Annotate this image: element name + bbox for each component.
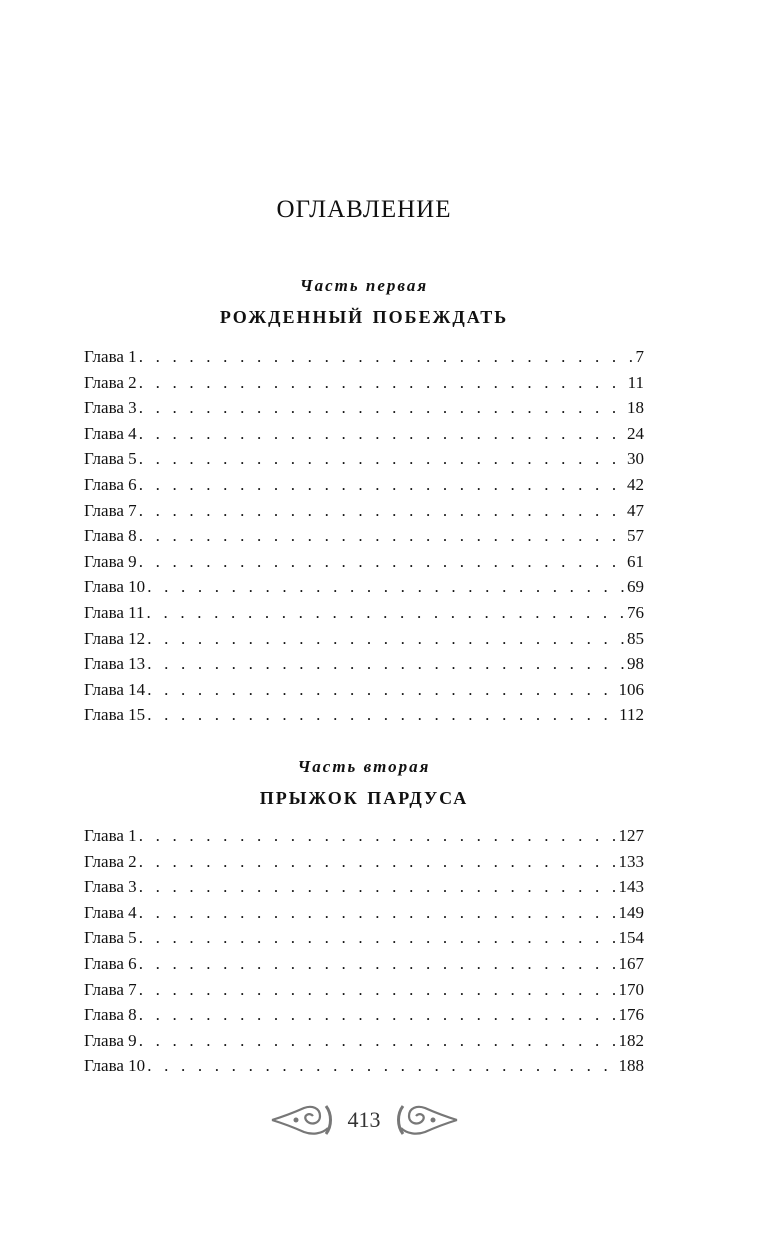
chapter-label: Глава 7 (84, 500, 137, 520)
toc-entry (84, 472, 644, 498)
dot-leader (139, 344, 634, 370)
dot-leader (139, 523, 625, 549)
dot-leader (139, 925, 617, 951)
chapter-label: Глава 5 (84, 449, 137, 469)
left-flourish-ornament-icon (270, 1100, 340, 1140)
dot-leader (139, 977, 617, 1003)
chapter-page-number: 112 (619, 705, 644, 725)
chapter-label: Глава 15 (84, 705, 146, 725)
page-footer (264, 1098, 464, 1142)
dot-leader (147, 651, 625, 677)
toc-entry (84, 1002, 644, 1028)
chapter-page-number: 167 (618, 953, 644, 973)
toc-entry (84, 702, 644, 728)
chapter-label: Глава 2 (84, 851, 137, 871)
toc-part-1 (84, 344, 644, 728)
toc-entry (84, 421, 644, 447)
toc-entry (84, 900, 644, 926)
chapter-page-number: 24 (627, 423, 644, 443)
dot-leader (139, 498, 625, 524)
chapter-label: Глава 9 (84, 551, 137, 571)
chapter-label: Глава 8 (84, 526, 137, 546)
chapter-label: Глава 3 (84, 877, 137, 897)
toc-entry (84, 677, 644, 703)
dot-leader (139, 446, 625, 472)
toc-entry (84, 574, 644, 600)
dot-leader (147, 600, 625, 626)
toc-entry (84, 549, 644, 575)
chapter-page-number: 69 (627, 577, 644, 597)
chapter-label: Глава 3 (84, 398, 137, 418)
chapter-label: Глава 8 (84, 1005, 137, 1025)
chapter-page-number: 143 (618, 877, 644, 897)
dot-leader (139, 900, 617, 926)
toc-entry (84, 1053, 644, 1079)
chapter-label: Глава 13 (84, 654, 146, 674)
toc-entry (84, 951, 644, 977)
dot-leader (139, 1028, 617, 1054)
chapter-page-number: 154 (618, 928, 644, 948)
chapter-page-number: 98 (627, 654, 644, 674)
chapter-label: Глава 12 (84, 628, 146, 648)
part-1-title: рожденный побеждать (219, 300, 509, 329)
chapter-label: Глава 4 (84, 902, 137, 922)
toc-entry (84, 626, 644, 652)
chapter-label: Глава 6 (84, 953, 137, 973)
page-title: ОГЛАВЛЕНИЕ (276, 196, 452, 223)
dot-leader (147, 574, 625, 600)
toc-entry (84, 523, 644, 549)
chapter-label: Глава 7 (84, 979, 137, 999)
chapter-page-number: 182 (618, 1030, 644, 1050)
chapter-page-number: 57 (627, 526, 644, 546)
part-2-title: прыжок пардуса (259, 781, 469, 810)
chapter-page-number: 188 (618, 1056, 644, 1076)
chapter-page-number: 11 (627, 372, 644, 392)
part-1-label: Часть первая (299, 276, 429, 295)
toc-entry (84, 977, 644, 1003)
toc-entry (84, 498, 644, 524)
dot-leader (139, 823, 617, 849)
toc-entry (84, 446, 644, 472)
chapter-page-number: 30 (627, 449, 644, 469)
chapter-page-number: 47 (627, 500, 644, 520)
toc-part-2 (84, 823, 644, 1079)
chapter-label: Глава 10 (84, 577, 146, 597)
chapter-label: Глава 1 (84, 826, 137, 845)
dot-leader (139, 421, 625, 447)
chapter-label: Глава 14 (84, 679, 146, 699)
toc-entry (84, 874, 644, 900)
dot-leader (147, 702, 617, 728)
toc-entry (84, 651, 644, 677)
chapter-page-number: 42 (627, 474, 644, 494)
chapter-label: Глава 6 (84, 474, 137, 494)
dot-leader (147, 626, 625, 652)
dot-leader (139, 951, 617, 977)
chapter-label: Глава 5 (84, 928, 137, 948)
toc-entry (84, 849, 644, 875)
right-flourish-ornament-icon (389, 1100, 459, 1140)
dot-leader (139, 549, 625, 575)
chapter-page-number: 176 (618, 1005, 644, 1025)
chapter-page-number: 76 (627, 602, 644, 622)
chapter-page-number: 170 (618, 979, 644, 999)
dot-leader (139, 370, 626, 396)
chapter-page-number: 106 (618, 679, 644, 699)
toc-entry (84, 600, 644, 626)
chapter-page-number: 133 (618, 851, 644, 871)
chapter-label: Глава 10 (84, 1056, 146, 1076)
toc-entry (84, 344, 644, 370)
chapter-page-number: 85 (627, 628, 644, 648)
toc-entry (84, 823, 644, 849)
toc-entry (84, 370, 644, 396)
dot-leader (139, 395, 625, 421)
dot-leader (139, 1002, 617, 1028)
chapter-label: Глава 11 (84, 602, 145, 622)
dot-leader (139, 874, 617, 900)
chapter-label: Глава 1 (84, 347, 137, 366)
page-number: 413 (347, 1107, 381, 1132)
part-2-label: Часть вторая (297, 757, 431, 776)
chapter-label: Глава 9 (84, 1030, 137, 1050)
dot-leader (139, 849, 617, 875)
toc-entry (84, 925, 644, 951)
chapter-page-number: 7 (635, 347, 644, 366)
chapter-page-number: 127 (618, 826, 644, 845)
chapter-label: Глава 4 (84, 423, 137, 443)
chapter-page-number: 149 (618, 902, 644, 922)
chapter-page-number: 61 (627, 551, 644, 571)
dot-leader (147, 677, 616, 703)
dot-leader (147, 1053, 616, 1079)
toc-entry (84, 1028, 644, 1054)
chapter-page-number: 18 (627, 398, 644, 418)
chapter-label: Глава 2 (84, 372, 137, 392)
toc-entry (84, 395, 644, 421)
dot-leader (139, 472, 625, 498)
